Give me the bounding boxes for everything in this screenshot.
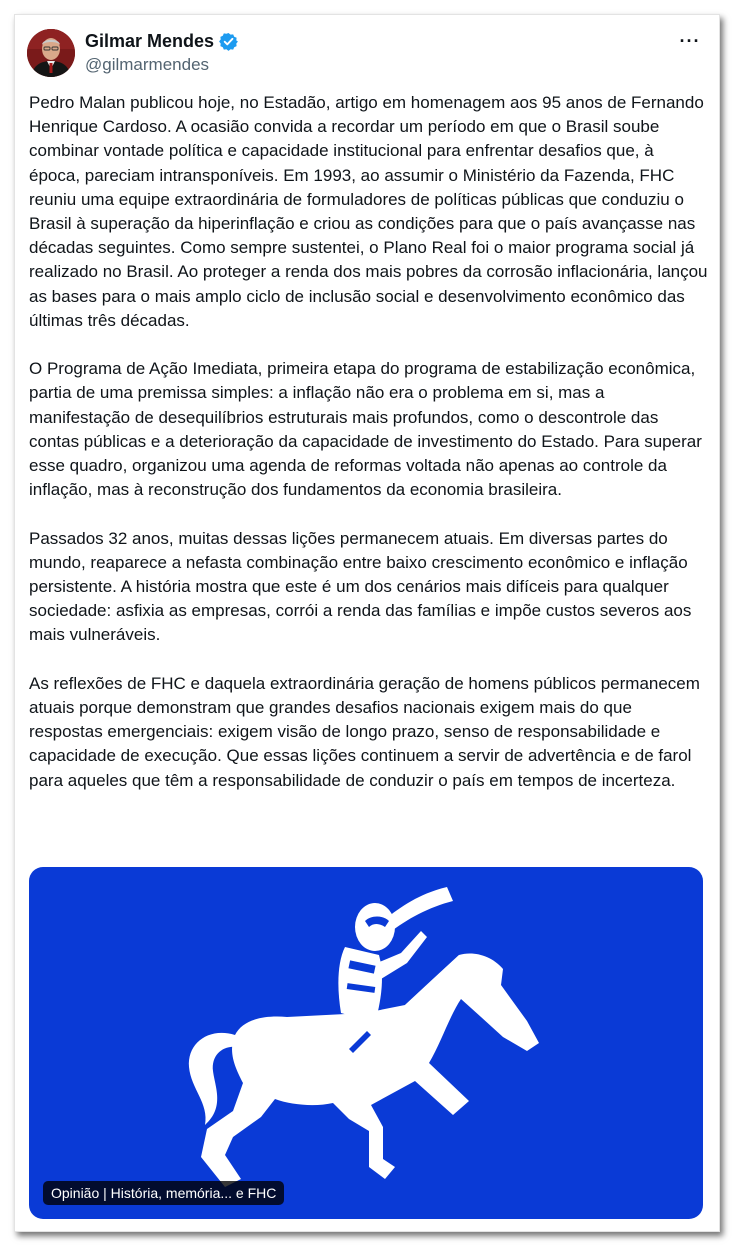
card-caption: Opinião | História, memória... e FHC: [43, 1181, 284, 1205]
person-portrait-icon: [27, 29, 75, 77]
tweet-text: [29, 91, 709, 793]
more-options-button[interactable]: [677, 31, 703, 51]
name-row: [85, 29, 238, 53]
tweet-paragraph: Pedro Malan publicou hoje, no Estadão, artigo em homenagem aos 95 anos de Fernando Henrique Cardoso. A ocasião convida a recordar um período em que o Brasil soube combinar vontade política e capacidade institucional para enfrentar desafios que, à época, pareciam intransponíveis. Em 1993, ao assumir o Ministério da Fazenda, FHC reuniu uma equipe extraordinária de formuladores de políticas públicas que conduziu o Brasil à superação da hiperinflação e criou as condições para que o país avançasse nas décadas seguintes. Como sempre sustentei, o Plano Real foi o maior programa social já realizado no Brasil. Ao proteger a renda dos mais pobres da corrosão inflacionária, lançou as bases para o mais amplo ciclo de inclusão social e desenvolvimento econômico das últimas três décadas.: [29, 93, 708, 330]
tweet-header: [27, 27, 707, 79]
more-dots-icon: ···: [679, 30, 701, 51]
tweet-card: [14, 14, 720, 1232]
horse-rider-trumpet-logo-icon: [29, 867, 703, 1219]
tweet-paragraph: As reflexões de FHC e daquela extraordinária geração de homens públicos permanecem atuais porque demonstram que grandes desafios nacionais exigem mais do que respostas emergenciais: exigem visão de longo prazo, senso de responsabilidade e capacidade de execução. Que essas lições continuem a servir de advertência e de farol para aqueles que têm a responsabilidade de conduzir o país em tempos de incerteza.: [29, 673, 700, 790]
author-identity: [85, 29, 238, 76]
author-display-name[interactable]: Gilmar Mendes: [85, 31, 215, 51]
verified-badge-icon[interactable]: [219, 32, 238, 51]
tweet-paragraph: O Programa de Ação Imediata, primeira etapa do programa de estabilização econômica, partia de uma premissa simples: a inflação não era o problema em si, mas a manifestação de desequilíbrios estruturais mais profundos, como o descontrole das contas públicas e a deterioração da capacidade de investimento do Estado. Para superar esse quadro, organizou uma agenda de reformas voltada não apenas ao controle da inflação, mas à reconstrução dos fundamentos da economia brasileira.: [29, 359, 702, 500]
avatar[interactable]: [27, 29, 75, 77]
tweet-paragraph: Passados 32 anos, muitas dessas lições permanecem atuais. Em diversas partes do mundo, reaparece a nefasta combinação entre baixo crescimento econômico e inflação persistente. A história mostra que este é um dos cenários mais difíceis para qualquer sociedade: asfixia as empresas, corrói a renda das famílias e impõe custos severos aos mais vulneráveis.: [29, 528, 692, 645]
author-handle[interactable]: @gilmarmendes: [85, 55, 210, 74]
link-preview-card[interactable]: [29, 867, 703, 1219]
